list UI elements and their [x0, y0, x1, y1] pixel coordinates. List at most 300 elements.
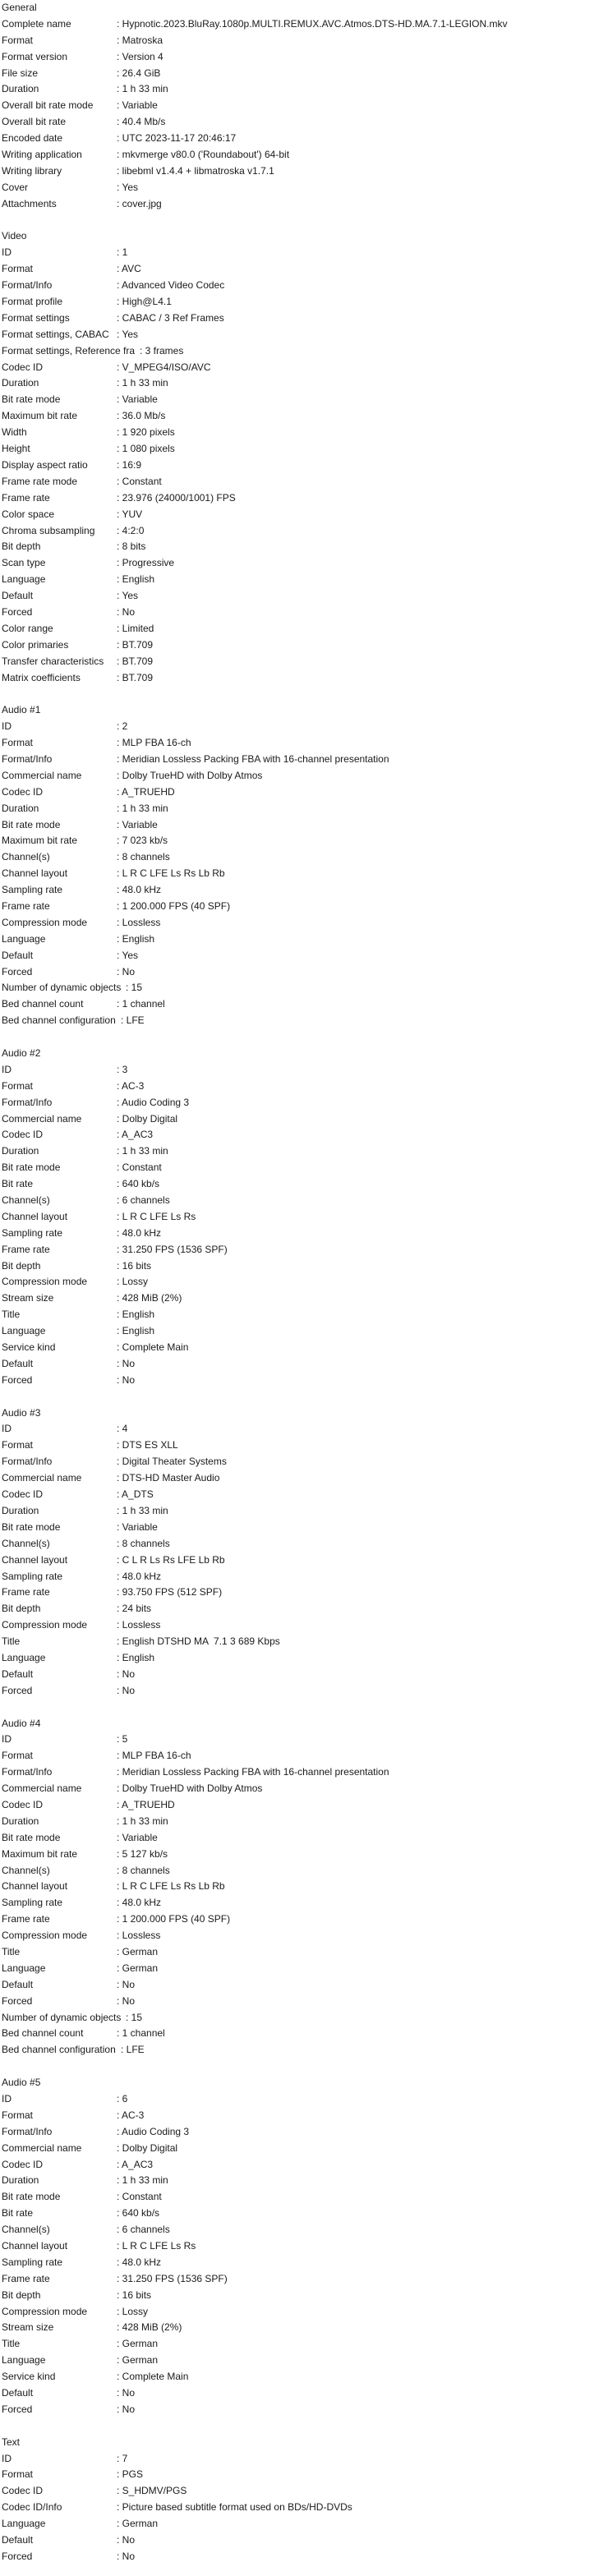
info-value-text: 4:2:0 [122, 524, 145, 536]
info-value-text: C L R Ls Rs LFE Lb Rb [122, 1553, 225, 1566]
section-title: Audio #5 [2, 2077, 41, 2089]
info-value-text: L R C LFE Ls Rs [122, 2240, 196, 2252]
info-colon: : [117, 1897, 122, 1909]
info-value-text: 48.0 kHz [122, 1226, 162, 1239]
info-key: Attachments [2, 197, 57, 209]
info-value-text: No [122, 2387, 136, 2399]
info-row [2, 2320, 608, 2336]
info-key: Writing library [2, 164, 62, 177]
info-colon: : [117, 1553, 122, 1566]
info-colon: : [117, 2501, 122, 2514]
info-row [2, 490, 608, 507]
info-row [2, 866, 608, 882]
info-value [117, 2483, 187, 2500]
info-value [117, 1634, 280, 1650]
info-value [140, 343, 183, 360]
info-value [117, 555, 174, 572]
info-value [117, 2222, 170, 2238]
info-value [117, 2320, 182, 2336]
info-key: Compression mode [2, 1619, 88, 1631]
info-value [117, 375, 168, 392]
info-row [2, 392, 608, 408]
info-key: Format/Info [2, 279, 53, 292]
info-value-text: 23.976 (24000/1001) FPS [122, 491, 236, 504]
info-row [2, 1143, 608, 1160]
info-colon: : [117, 1472, 122, 1484]
info-value-text: 6 channels [122, 1194, 170, 1207]
info-value [117, 2385, 135, 2402]
info-key: Title [2, 1309, 21, 1321]
info-value [117, 1847, 168, 1863]
info-colon: : [117, 2452, 122, 2464]
info-colon: : [117, 458, 122, 471]
info-colon: : [117, 2207, 122, 2220]
info-value [117, 1667, 135, 1683]
info-value [117, 539, 145, 555]
info-value [117, 81, 168, 98]
info-value-text: Meridian Lossless Packing FBA with 16-channel presentation [122, 752, 389, 765]
info-value-text: English [122, 1651, 155, 1663]
info-key: Color space [2, 508, 55, 520]
info-value [117, 1650, 154, 1667]
info-key: Format [2, 1439, 34, 1451]
info-value-text: Picture based subtitle format used on BDs/HD-DVDs [122, 2501, 352, 2514]
info-key: Transfer characteristics [2, 655, 104, 667]
info-value-text: 16 bits [122, 1259, 152, 1272]
info-value [117, 441, 175, 458]
info-colon: : [117, 377, 122, 389]
info-row [2, 114, 608, 131]
info-key: Bed channel configuration [2, 2044, 116, 2056]
info-value [117, 1732, 127, 1748]
info-row [2, 768, 608, 784]
info-row [2, 752, 608, 768]
info-value [117, 2124, 189, 2141]
section-title: Audio #3 [2, 1406, 41, 1419]
info-value [117, 948, 138, 964]
info-key: Maximum bit rate [2, 835, 78, 847]
info-key: Commercial name [2, 2141, 82, 2154]
info-key: Duration [2, 802, 39, 814]
info-colon: : [117, 443, 122, 455]
info-value-text: Variable [122, 99, 158, 112]
info-key: Compression mode [2, 916, 88, 928]
info-value [117, 2157, 153, 2174]
info-row [2, 1340, 608, 1356]
info-value-text: 7 023 kb/s [122, 835, 168, 847]
info-colon: : [117, 1962, 122, 1974]
info-key: Chroma subsampling [2, 524, 95, 536]
info-value-text: 6 channels [122, 2224, 170, 2236]
info-value [117, 784, 175, 801]
info-key: Language [2, 2518, 46, 2530]
info-colon: : [117, 491, 122, 504]
info-key: Duration [2, 1815, 39, 1827]
info-colon: : [117, 720, 122, 733]
info-colon: : [117, 99, 122, 112]
info-row [2, 1356, 608, 1373]
info-value [117, 882, 161, 899]
info-colon: : [117, 2338, 122, 2350]
info-colon: : [126, 982, 131, 994]
info-colon: : [117, 998, 122, 1010]
info-value [117, 1601, 151, 1617]
info-row [2, 523, 608, 540]
info-value-text: 7 [122, 2452, 128, 2464]
info-colon: : [117, 752, 122, 765]
info-key: Maximum bit rate [2, 410, 78, 422]
info-row [2, 784, 608, 801]
info-colon: : [117, 2174, 122, 2187]
info-row [2, 1961, 608, 1977]
info-key: Channel layout [2, 1880, 68, 1893]
info-value-text: LFE [126, 1014, 145, 1027]
info-value [117, 654, 153, 670]
info-colon: : [117, 737, 122, 749]
section-video [2, 228, 608, 686]
info-colon: : [117, 671, 122, 683]
info-colon: : [117, 1635, 122, 1648]
info-value [117, 2336, 158, 2353]
info-value-text: Digital Theater Systems [122, 1456, 227, 1468]
info-value-text: Lossy [122, 1276, 149, 1288]
info-value-text: S_HDMV/PGS [122, 2485, 187, 2497]
info-value-text: L R C LFE Ls Rs Lb Rb [122, 1880, 225, 1893]
info-row [2, 49, 608, 66]
info-row [2, 1258, 608, 1275]
info-value-text: 1 h 33 min [122, 802, 168, 814]
info-value [117, 1781, 262, 1797]
info-value [117, 2369, 188, 2385]
info-value [117, 1569, 161, 1585]
info-value [117, 2402, 135, 2418]
info-colon: : [117, 1586, 122, 1598]
info-colon: : [117, 2485, 122, 2497]
info-colon: : [117, 899, 122, 912]
info-key: Matrix coefficients [2, 671, 81, 683]
info-value [117, 261, 141, 278]
info-key: Language [2, 1325, 46, 1337]
info-colon: : [117, 1766, 122, 1778]
info-row [2, 163, 608, 180]
info-colon: : [117, 835, 122, 847]
info-colon: : [117, 1423, 122, 1435]
info-colon: : [117, 1945, 122, 1957]
info-colon: : [117, 622, 122, 634]
info-row [2, 948, 608, 964]
info-value [117, 964, 135, 981]
info-value [117, 1863, 170, 1879]
info-colon: : [117, 34, 122, 46]
info-key: Codec ID [2, 1488, 44, 1501]
info-row [2, 2369, 608, 2385]
info-row [2, 1569, 608, 1585]
info-row [2, 1928, 608, 1944]
info-row [2, 2402, 608, 2418]
info-value-text: High@L4.1 [122, 296, 172, 308]
info-key: Bed channel configuration [2, 1014, 116, 1027]
info-key: Default [2, 1668, 34, 1680]
info-row [2, 327, 608, 343]
info-value [117, 1879, 225, 1895]
info-row [2, 882, 608, 899]
info-colon: : [117, 475, 122, 487]
info-row [2, 2288, 608, 2304]
info-row [2, 1863, 608, 1879]
info-value-text: No [122, 965, 136, 978]
info-row [2, 261, 608, 278]
info-value-text: Lossless [122, 916, 161, 928]
info-row [2, 81, 608, 98]
info-value [117, 2271, 228, 2288]
info-row [2, 2141, 608, 2157]
section-gap [2, 2058, 608, 2075]
info-key: Number of dynamic objects [2, 982, 122, 994]
info-value [117, 1062, 127, 1079]
info-colon: : [117, 524, 122, 536]
info-key: Overall bit rate mode [2, 99, 94, 112]
info-colon: : [117, 2191, 122, 2203]
info-value-text: Dolby TrueHD with Dolby Atmos [122, 769, 263, 781]
info-row [2, 2010, 608, 2026]
info-colon: : [117, 1750, 122, 1762]
info-row [2, 1323, 608, 1340]
info-value [117, 735, 191, 752]
info-key: ID [2, 246, 12, 259]
info-value-text: 1 920 pixels [122, 426, 175, 439]
info-row [2, 2026, 608, 2042]
info-row [2, 408, 608, 425]
info-key: Bit rate mode [2, 1162, 61, 1174]
info-value-text: Limited [122, 622, 154, 634]
info-value-text: LFE [126, 2044, 145, 2056]
info-colon: : [117, 197, 122, 209]
info-value [117, 2206, 159, 2222]
info-key: Channel(s) [2, 2224, 50, 2236]
info-colon: : [117, 655, 122, 667]
info-value [117, 1373, 135, 1389]
section-gap [2, 686, 608, 702]
info-row [2, 1013, 608, 1029]
info-colon: : [117, 2305, 122, 2317]
info-row [2, 1111, 608, 1128]
info-value-text: Yes [122, 181, 139, 193]
info-row [2, 2336, 608, 2353]
info-key: Format [2, 1079, 34, 1092]
info-value [117, 1340, 188, 1356]
info-key: Encoded date [2, 132, 63, 145]
info-colon: : [117, 1162, 122, 1174]
info-value-text: 48.0 kHz [122, 884, 162, 896]
info-value-text: 1 h 33 min [122, 2174, 168, 2187]
info-value [117, 1095, 189, 1111]
info-colon: : [117, 851, 122, 863]
info-value-text: BT.709 [122, 638, 154, 651]
info-row [2, 964, 608, 981]
info-row [2, 131, 608, 147]
info-value [117, 1242, 228, 1258]
info-value [117, 1944, 158, 1961]
info-row [2, 2516, 608, 2532]
info-row [2, 1650, 608, 1667]
info-value [117, 1111, 177, 1128]
info-value-text: 1 h 33 min [122, 1815, 168, 1827]
info-row [2, 310, 608, 327]
info-row [2, 1732, 608, 1748]
info-row [2, 1781, 608, 1797]
info-colon: : [117, 1357, 122, 1369]
info-row [2, 294, 608, 310]
info-value-text: 93.750 FPS (512 SPF) [122, 1586, 223, 1598]
info-key: Commercial name [2, 1472, 82, 1484]
info-key: ID [2, 1063, 12, 1075]
info-value-text: DTS ES XLL [122, 1439, 178, 1451]
info-colon: : [117, 2534, 122, 2546]
info-value [117, 1079, 144, 1095]
info-value-text: Meridian Lossless Packing FBA with 16-channel presentation [122, 1766, 389, 1778]
info-value [117, 833, 168, 849]
info-value-text: Hypnotic.2023.BluRay.1080p.MULTI.REMUX.AVC.Atmos.DTS-HD.MA.7.1-LEGION.mkv [122, 17, 508, 30]
info-colon: : [140, 344, 145, 356]
info-row [2, 996, 608, 1013]
info-value-text: 36.0 Mb/s [122, 410, 166, 422]
info-key: Frame rate [2, 899, 50, 912]
info-key: Bit rate mode [2, 1831, 61, 1843]
info-value [117, 408, 165, 425]
info-key: Frame rate [2, 491, 50, 504]
info-key: Format settings, CABAC [2, 328, 109, 340]
info-row [2, 458, 608, 474]
info-value [117, 1536, 170, 1552]
info-key: Bit rate mode [2, 2191, 61, 2203]
info-key: Format/Info [2, 1456, 53, 1468]
info-key: Forced [2, 1373, 33, 1386]
info-row [2, 180, 608, 196]
info-colon: : [117, 1930, 122, 1942]
info-row [2, 2222, 608, 2238]
info-value [117, 2026, 165, 2042]
info-value-text: Audio Coding 3 [122, 1096, 190, 1108]
section-title: Audio #2 [2, 1047, 41, 1059]
info-value-text: 16 bits [122, 2288, 152, 2301]
info-colon: : [117, 1456, 122, 1468]
info-value-text: AC-3 [122, 1079, 145, 1092]
info-row [2, 932, 608, 948]
info-value-text: Lossless [122, 1930, 161, 1942]
info-key: Duration [2, 1145, 39, 1157]
info-colon: : [117, 605, 122, 618]
info-row [2, 1176, 608, 1193]
info-row [2, 1634, 608, 1650]
info-value-text: L R C LFE Ls Rs Lb Rb [122, 867, 225, 880]
info-key: Default [2, 2534, 34, 2546]
info-value [117, 1323, 154, 1340]
info-key: Format profile [2, 296, 63, 308]
info-key: Bit depth [2, 1259, 41, 1272]
info-row [2, 637, 608, 654]
info-colon: : [117, 1504, 122, 1516]
info-colon: : [117, 2371, 122, 2383]
info-colon: : [117, 1439, 122, 1451]
info-value [117, 1911, 230, 1928]
info-value-text: 428 MiB (2%) [122, 2321, 182, 2334]
info-colon: : [117, 884, 122, 896]
info-value-text: 5 127 kb/s [122, 1847, 168, 1860]
info-value [117, 2141, 177, 2157]
info-value [117, 1454, 227, 1470]
info-value-text: 3 [122, 1063, 128, 1075]
info-value [117, 670, 153, 687]
info-colon: : [117, 573, 122, 586]
info-value-text: 640 kb/s [122, 2207, 160, 2220]
info-key: Bit depth [2, 2288, 41, 2301]
info-colon: : [117, 540, 122, 553]
info-value-text: 1 h 33 min [122, 377, 168, 389]
info-key: Format [2, 263, 34, 275]
info-key: Compression mode [2, 1930, 88, 1942]
info-value [117, 719, 127, 735]
info-value-text: 26.4 GiB [122, 67, 161, 79]
info-row [2, 1814, 608, 1830]
info-value-text: 48.0 kHz [122, 1897, 162, 1909]
info-colon: : [117, 1668, 122, 1680]
info-key: Compression mode [2, 2305, 88, 2317]
section-title: Audio #4 [2, 1717, 41, 1729]
info-value [126, 980, 142, 996]
info-value [117, 1160, 162, 1176]
info-value [117, 66, 160, 82]
info-key: ID [2, 720, 12, 733]
info-row [2, 2206, 608, 2222]
info-row [2, 719, 608, 735]
info-key: Forced [2, 605, 33, 618]
info-value [117, 523, 144, 540]
info-key: Commercial name [2, 1782, 82, 1795]
info-row [2, 2189, 608, 2206]
info-value [117, 1520, 158, 1536]
info-value [117, 572, 154, 588]
info-key: Display aspect ratio [2, 458, 88, 471]
info-value [117, 1895, 161, 1911]
info-key: Language [2, 932, 46, 945]
info-row [2, 2549, 608, 2565]
info-value-text: A_AC3 [122, 2158, 154, 2170]
info-value [117, 360, 210, 376]
info-row [2, 66, 608, 82]
info-value-text: Dolby Digital [122, 2141, 178, 2154]
info-value-text: BT.709 [122, 655, 154, 667]
info-key: Duration [2, 1504, 39, 1516]
info-value [117, 294, 172, 310]
info-key: Format [2, 2468, 34, 2481]
info-value [117, 1764, 389, 1781]
info-value-text: No [122, 1978, 136, 1990]
info-key: Format [2, 737, 34, 749]
info-value-text: 1 h 33 min [122, 1145, 168, 1157]
info-row [2, 343, 608, 360]
info-key: Sampling rate [2, 1570, 63, 1582]
info-row [2, 1193, 608, 1209]
info-value-text: 40.4 Mb/s [122, 116, 166, 128]
info-row [2, 833, 608, 849]
info-value [117, 1487, 154, 1503]
info-row [2, 588, 608, 605]
info-key: Default [2, 2387, 34, 2399]
info-value-text: No [122, 1373, 136, 1386]
info-value [117, 1503, 168, 1520]
info-row [2, 1307, 608, 1323]
info-value [117, 1438, 178, 1454]
